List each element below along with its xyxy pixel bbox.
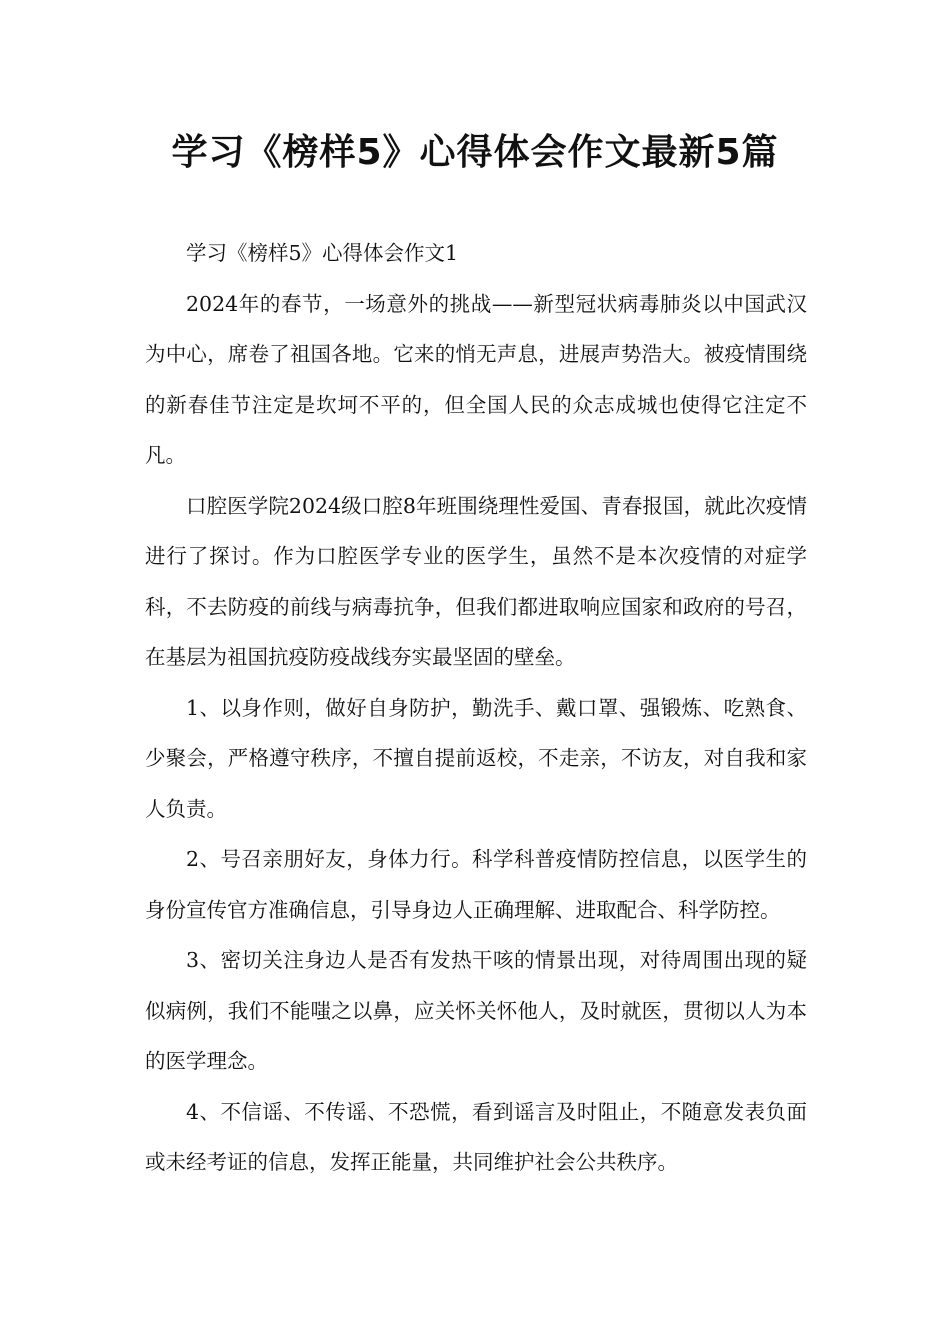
paragraph-class-discussion: 口腔医学院2024级口腔8年班围绕理性爱国、青春报国，就此次疫情进行了探讨。作为口腔医学专业的医学生，虽然不是本次疫情的对症学科，不去防疫的前线与病毒抗争，但我们都进取响应国家和政府的号召，在基层为祖国抗疫防疫战线夯实最坚固的壁垒。 (145, 493, 807, 669)
document-body (145, 228, 807, 1188)
paragraph-point-2: 2、号召亲朋好友，身体力行。科学科普疫情防控信息，以医学生的身份宣传官方准确信息，引导身边人正确理解、进取配合、科学防控。 (145, 847, 807, 922)
paragraph-point-4: 4、不信谣、不传谣、不恐慌，看到谣言及时阻止，不随意发表负面或未经考证的信息，发挥正能量，共同维护社会公共秩序。 (145, 1099, 807, 1174)
paragraph-point-1: 1、以身作则，做好自身防护，勤洗手、戴口罩、强锻炼、吃熟食、少聚会，严格遵守秩序，不擅自提前返校，不走亲，不访友，对自我和家人负责。 (145, 695, 807, 821)
section-heading: 学习《榜样5》心得体会作文1 (186, 241, 459, 265)
document-title: 学习《榜样5》心得体会作文最新5篇 (171, 132, 779, 173)
paragraph-point-3: 3、密切关注身边人是否有发热干咳的情景出现，对待周围出现的疑似病例，我们不能嗤之以鼻，应关怀关怀他人，及时就医，贯彻以人为本的医学理念。 (145, 948, 807, 1073)
paragraph-intro: 2024年的春节，一场意外的挑战——新型冠状病毒肺炎以中国武汉为中心，席卷了祖国各地。它来的悄无声息，进展声势浩大。被疫情围绕的新春佳节注定是坎坷不平的，但全国人民的众志成城也使得它注定不凡。 (145, 291, 807, 467)
